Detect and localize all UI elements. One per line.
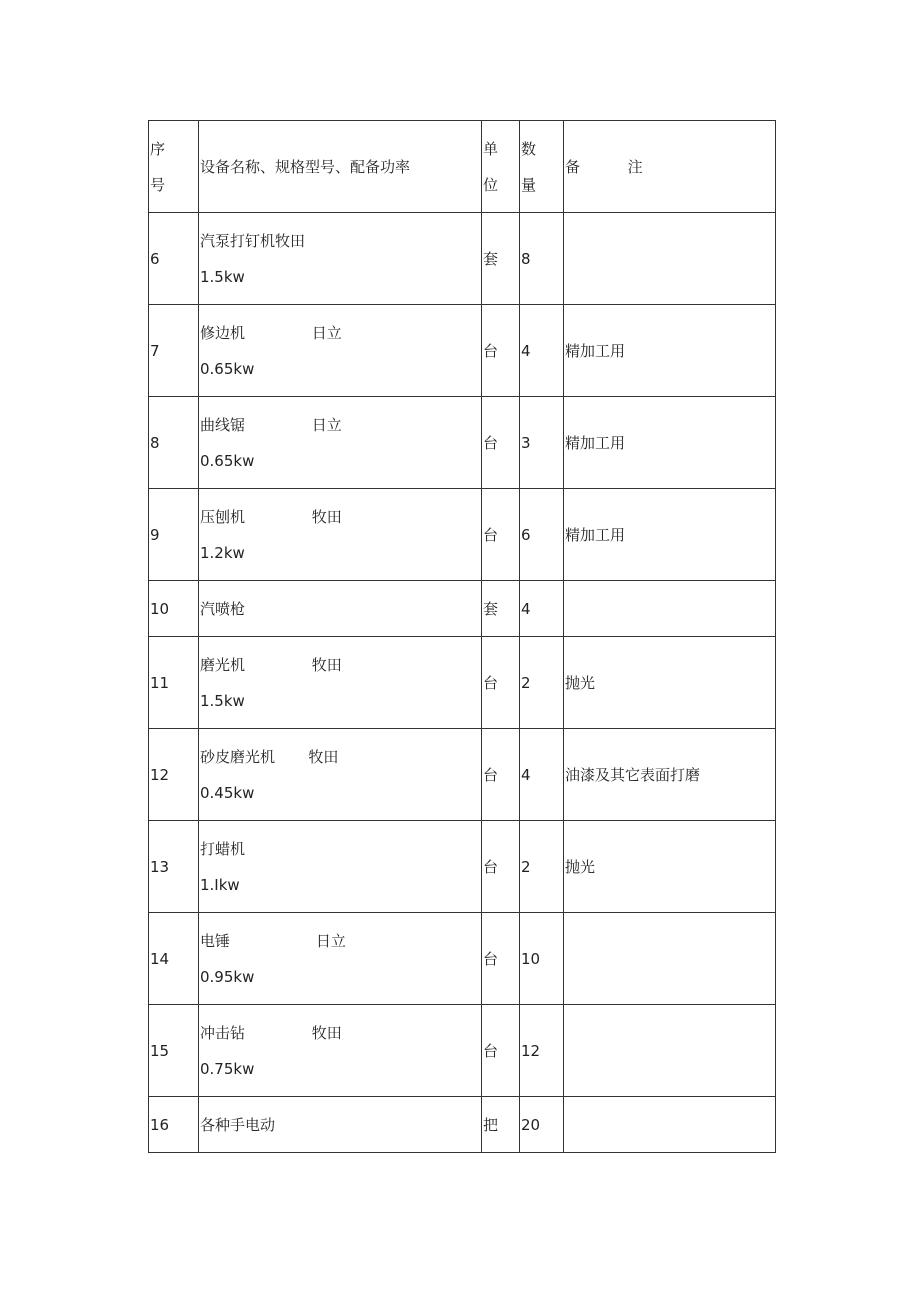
header-seq-line-2: 号 <box>150 175 166 194</box>
table-row <box>149 397 776 489</box>
table-row <box>149 637 776 729</box>
row-note <box>564 213 776 305</box>
row-note: 油漆及其它表面打磨 <box>564 729 776 821</box>
row-unit: 台 <box>482 821 520 913</box>
row-qty: 4 <box>520 305 564 397</box>
header-qty-line-1: 数 <box>521 139 537 158</box>
row-name-cell <box>199 305 482 397</box>
row-qty: 20 <box>520 1097 564 1153</box>
row-name: 汽泵打钉机牧田 <box>200 231 306 250</box>
row-unit: 台 <box>482 397 520 489</box>
row-power: 0.75kw <box>200 1059 255 1078</box>
header-qty-line-2: 量 <box>521 175 537 194</box>
table-row <box>149 213 776 305</box>
row-name-cell <box>199 213 482 305</box>
row-name: 磨光机 牧田 <box>200 655 342 674</box>
table-row <box>149 581 776 637</box>
row-power: 1.5kw <box>200 691 245 710</box>
row-name-cell <box>199 397 482 489</box>
row-name: 曲线锯 日立 <box>200 415 342 434</box>
header-seq <box>149 121 199 213</box>
row-name: 汽喷枪 <box>199 581 482 637</box>
table-row <box>149 305 776 397</box>
header-note: 备 注 <box>564 121 776 213</box>
row-note: 抛光 <box>564 637 776 729</box>
row-name-cell <box>199 913 482 1005</box>
row-seq: 14 <box>149 913 199 1005</box>
row-seq: 12 <box>149 729 199 821</box>
row-unit: 台 <box>482 305 520 397</box>
row-seq: 11 <box>149 637 199 729</box>
row-unit: 台 <box>482 489 520 581</box>
row-note <box>564 1005 776 1097</box>
row-power: 0.95kw <box>200 967 255 986</box>
row-power: 0.45kw <box>200 783 255 802</box>
row-seq: 8 <box>149 397 199 489</box>
row-unit: 台 <box>482 637 520 729</box>
row-seq: 10 <box>149 581 199 637</box>
header-name: 设备名称、规格型号、配备功率 <box>199 121 482 213</box>
row-name-cell <box>199 821 482 913</box>
header-unit-line-2: 位 <box>483 175 499 194</box>
table-row <box>149 489 776 581</box>
row-note: 精加工用 <box>564 489 776 581</box>
row-unit: 套 <box>482 213 520 305</box>
row-unit: 把 <box>482 1097 520 1153</box>
row-note <box>564 1097 776 1153</box>
row-qty: 6 <box>520 489 564 581</box>
table-row <box>149 729 776 821</box>
row-name: 冲击钻 牧田 <box>200 1023 342 1042</box>
table-row <box>149 1005 776 1097</box>
row-power: 1.5kw <box>200 267 245 286</box>
table-row <box>149 913 776 1005</box>
row-power: 1.2kw <box>200 543 245 562</box>
row-seq: 15 <box>149 1005 199 1097</box>
row-name-cell <box>199 637 482 729</box>
header-qty <box>520 121 564 213</box>
row-qty: 2 <box>520 821 564 913</box>
row-note: 精加工用 <box>564 305 776 397</box>
equipment-table <box>148 120 776 1153</box>
row-name: 打蜡机 <box>200 839 246 858</box>
header-row <box>149 121 776 213</box>
row-note: 抛光 <box>564 821 776 913</box>
table-row <box>149 821 776 913</box>
row-unit: 台 <box>482 1005 520 1097</box>
row-qty: 12 <box>520 1005 564 1097</box>
row-qty: 4 <box>520 581 564 637</box>
row-qty: 10 <box>520 913 564 1005</box>
row-qty: 3 <box>520 397 564 489</box>
row-seq: 6 <box>149 213 199 305</box>
table-row <box>149 1097 776 1153</box>
row-note <box>564 913 776 1005</box>
row-note <box>564 581 776 637</box>
row-name: 电锤 日立 <box>200 931 346 950</box>
row-name-cell <box>199 729 482 821</box>
row-name-cell <box>199 489 482 581</box>
row-unit: 套 <box>482 581 520 637</box>
header-unit <box>482 121 520 213</box>
row-seq: 9 <box>149 489 199 581</box>
row-power: 0.65kw <box>200 451 255 470</box>
header-unit-line-1: 单 <box>483 139 499 158</box>
header-seq-line-1: 序 <box>150 139 166 158</box>
row-name: 压刨机 牧田 <box>200 507 342 526</box>
row-unit: 台 <box>482 913 520 1005</box>
row-note: 精加工用 <box>564 397 776 489</box>
row-unit: 台 <box>482 729 520 821</box>
row-power: 1.Ikw <box>200 875 240 894</box>
row-name: 砂皮磨光机 牧田 <box>200 747 339 766</box>
row-qty: 2 <box>520 637 564 729</box>
row-name-cell <box>199 1005 482 1097</box>
row-qty: 8 <box>520 213 564 305</box>
row-power: 0.65kw <box>200 359 255 378</box>
row-name: 各种手电动 <box>199 1097 482 1153</box>
row-seq: 13 <box>149 821 199 913</box>
row-seq: 7 <box>149 305 199 397</box>
row-name: 修边机 日立 <box>200 323 342 342</box>
row-seq: 16 <box>149 1097 199 1153</box>
row-qty: 4 <box>520 729 564 821</box>
